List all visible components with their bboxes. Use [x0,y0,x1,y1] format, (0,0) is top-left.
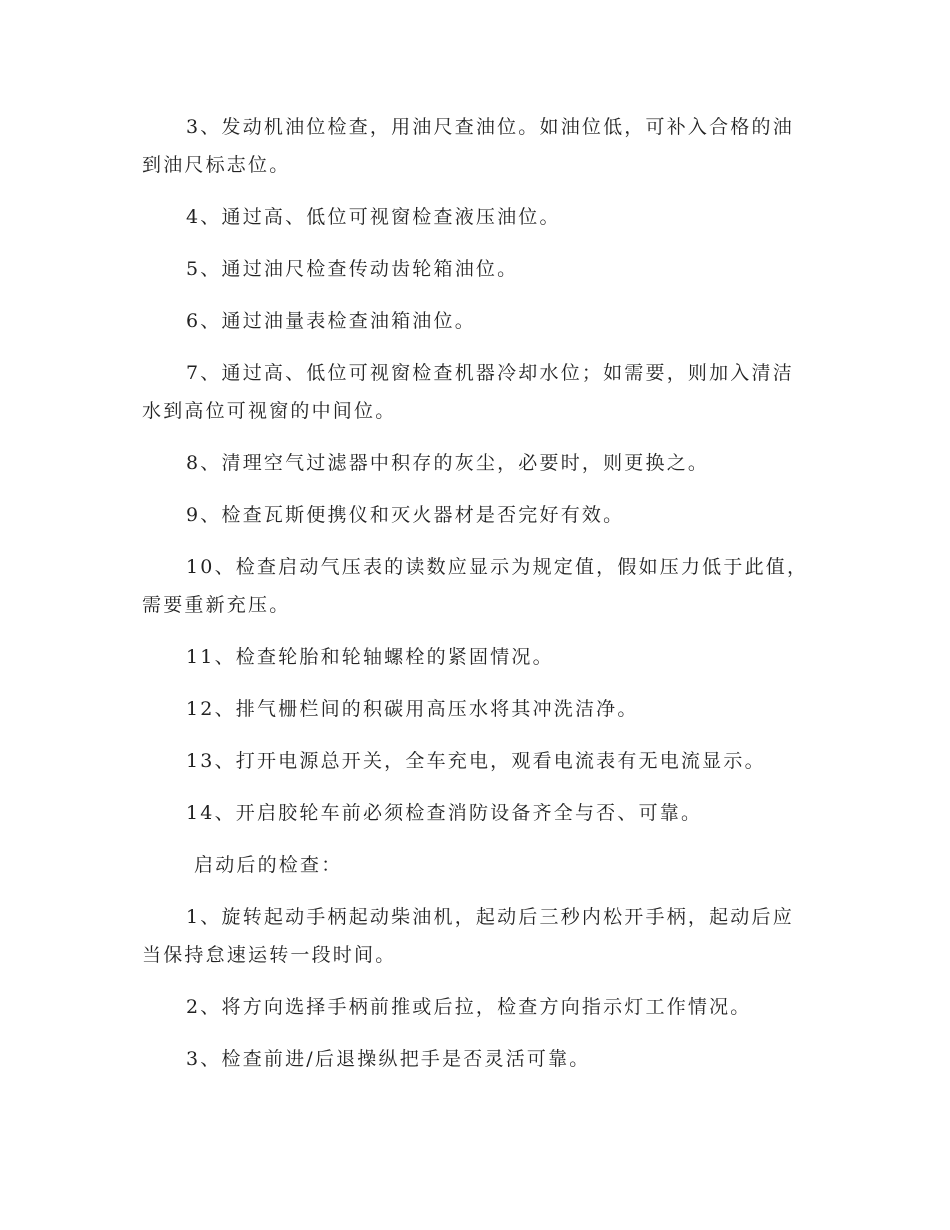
paragraph-item-12: 12、排气栅栏间的积碳用高压水将其冲洗洁净。 [186,698,639,720]
paragraph-item-14: 14、开启胶轮车前必须检查消防设备齐全与否、可靠。 [186,802,703,824]
paragraph-item-11: 11、检查轮胎和轮轴螺栓的紧固情况。 [186,646,554,668]
paragraph-item-9: 9、检查瓦斯便携仪和灭火器材是否完好有效。 [186,504,625,526]
paragraph-item-start-2: 2、将方向选择手柄前推或后拉，检查方向指示灯工作情况。 [186,996,752,1018]
section-heading: 启动后的检查： [194,854,343,876]
paragraph-item-3: 3、发动机油位检查，用油尺查油位。如油位低，可补入合格的油到油尺标志位。 [142,116,794,176]
paragraph-item-4: 4、通过高、低位可视窗检查液压油位。 [186,206,561,228]
paragraph-item-8: 8、清理空气过滤器中积存的灰尘，必要时，则更换之。 [186,452,710,474]
paragraph-item-10: 10、检查启动气压表的读数应显示为规定值，假如压力低于此值，需要重新充压。 [142,556,809,616]
paragraph-item-7: 7、通过高、低位可视窗检查机器冷却水位；如需要，则加入清洁水到高位可视窗的中间位。 [142,362,794,422]
paragraph-item-13: 13、打开电源总开关，全车充电，观看电流表有无电流显示。 [186,750,766,772]
paragraph-item-start-1: 1、旋转起动手柄起动柴油机，起动后三秒内松开手柄，起动后应当保持怠速运转一段时间。 [142,906,794,966]
document-body [142,108,812,1092]
paragraph-item-start-3: 3、检查前进/后退操纵把手是否灵活可靠。 [186,1048,591,1070]
paragraph-item-5: 5、通过油尺检查传动齿轮箱油位。 [186,258,519,280]
paragraph-item-6: 6、通过油量表检查油箱油位。 [186,310,476,332]
